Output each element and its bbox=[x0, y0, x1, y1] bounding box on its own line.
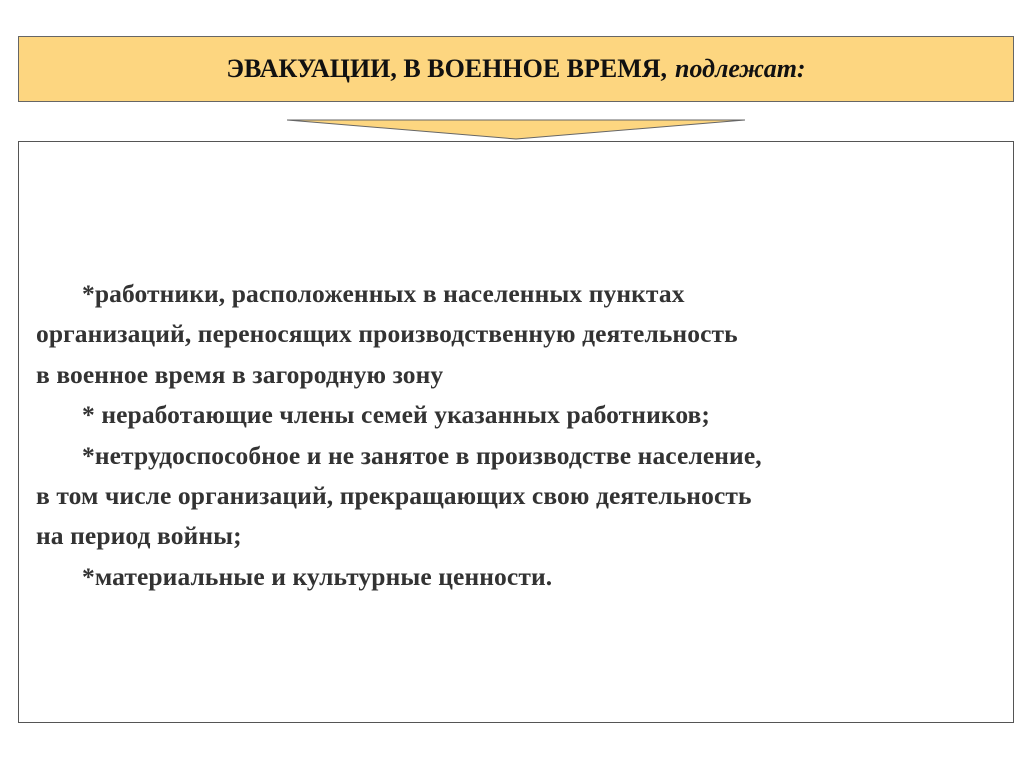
header-title: ЭВАКУАЦИИ, В ВОЕННОЕ ВРЕМЯ, bbox=[226, 54, 668, 83]
list-item: *нетрудоспособное и не занятое в производстве население, bbox=[82, 440, 762, 470]
down-arrow-icon bbox=[287, 118, 745, 140]
list-item-continuation: в военное время в загородную зону bbox=[36, 359, 444, 389]
evacuation-list bbox=[36, 274, 996, 597]
list-item: *работники, расположенных в населенных пунктах bbox=[82, 279, 685, 308]
list-item: * неработающие члены семей указанных работников; bbox=[82, 400, 710, 430]
header-banner bbox=[18, 36, 1014, 102]
list-item: *материальные и культурные ценности. bbox=[82, 561, 553, 591]
header-title-italic: подлежат: bbox=[675, 54, 806, 83]
list-item-continuation: организаций, переносящих производственную деятельность bbox=[36, 319, 738, 349]
list-item-continuation: в том числе организаций, прекращающих свою деятельность bbox=[36, 481, 752, 511]
list-item-continuation: на период войны; bbox=[36, 521, 242, 551]
